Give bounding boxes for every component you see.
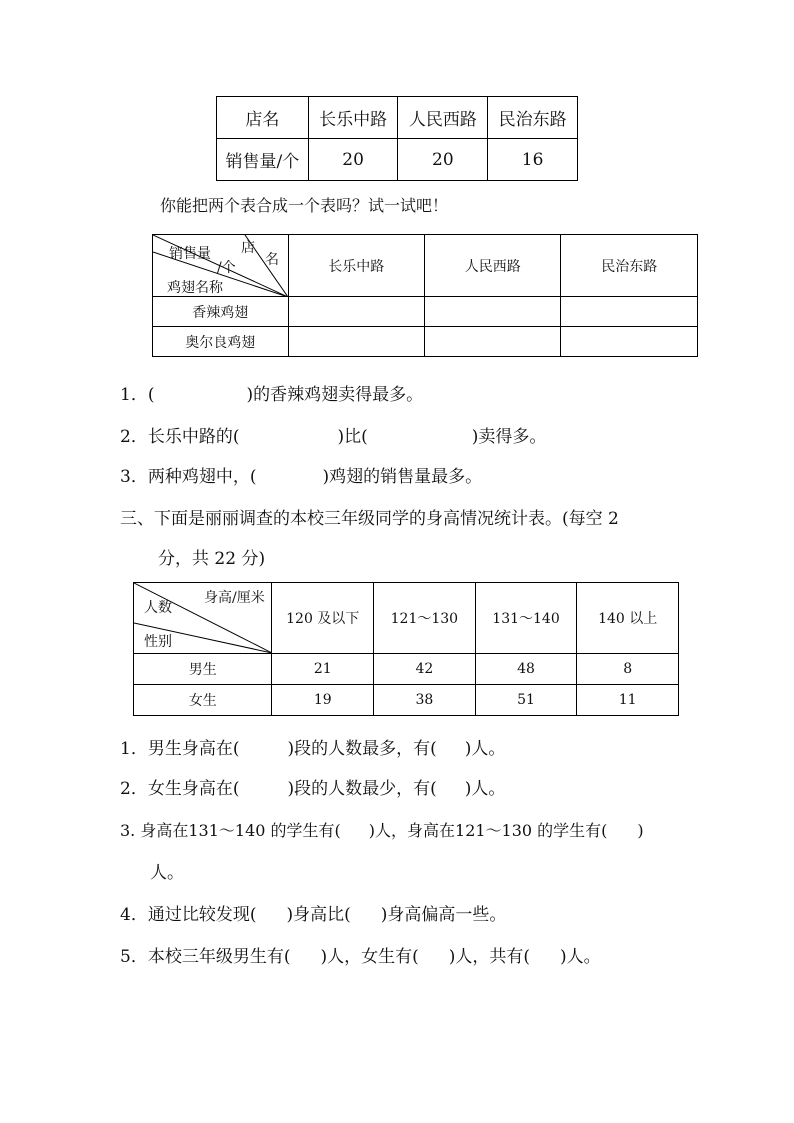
merged-table xyxy=(152,234,698,357)
table-row xyxy=(153,327,698,357)
table-cell-empty[interactable] xyxy=(561,327,698,357)
question-line-cont: 人。 xyxy=(150,863,184,883)
table-cell: 48 xyxy=(475,653,577,684)
diag-label-name: 鸡翅名称 xyxy=(167,280,223,296)
diag-label-count: 人数 xyxy=(144,600,172,616)
table-row xyxy=(217,97,578,139)
table-cell: 8 xyxy=(577,653,679,684)
diag-label-store-2: 名 xyxy=(265,252,279,268)
question-number: 3． xyxy=(120,467,148,487)
diag-label-sales-2: /个 xyxy=(217,260,236,276)
table-row xyxy=(134,684,679,715)
table-header-cell: 长乐中路 xyxy=(308,97,398,139)
question-line xyxy=(120,734,505,759)
question-number: 1． xyxy=(120,385,148,405)
question-text: 长乐中路的( xyxy=(147,427,240,447)
table-row xyxy=(134,583,679,654)
section-title-cont: 分，共 22 分) xyxy=(158,549,266,569)
question-number: 5． xyxy=(120,947,148,967)
table-row-label: 奥尔良鸡翅 xyxy=(153,327,289,357)
question-text: )人，共有( xyxy=(448,947,530,967)
table-cell-empty[interactable] xyxy=(424,297,560,327)
question-line xyxy=(120,818,644,841)
table-header-cell: 120 及以下 xyxy=(272,583,374,654)
table-row-label: 销售量/个 xyxy=(217,139,309,181)
question-text: )鸡翅的销售量最多。 xyxy=(322,467,483,487)
height-stats-table xyxy=(133,582,679,716)
question-text: )人。 xyxy=(464,739,506,759)
table-cell-empty[interactable] xyxy=(424,327,560,357)
table-cell: 38 xyxy=(374,684,476,715)
question-line xyxy=(120,900,506,925)
question-text: 男生身高在( xyxy=(147,739,240,759)
table-cell: 21 xyxy=(272,653,374,684)
diagonal-header-cell xyxy=(153,235,289,297)
question-text: 本校三年级男生有( xyxy=(147,947,291,967)
table-row-label: 男生 xyxy=(134,653,272,684)
question-number: 1． xyxy=(120,739,148,759)
table-cell: 42 xyxy=(374,653,476,684)
diag-label-height: 身高/厘米 xyxy=(204,590,265,606)
question-line xyxy=(120,942,601,967)
table-cell: 51 xyxy=(475,684,577,715)
question-text: )人。 xyxy=(464,779,506,799)
question-text: 通过比较发现( xyxy=(147,905,257,925)
question-text: )人，女生有( xyxy=(320,947,419,967)
table-header-cell: 人民西路 xyxy=(424,235,560,297)
diag-label-store: 店 xyxy=(241,240,255,256)
table-header-cell: 人民西路 xyxy=(398,97,488,139)
question-text: )人，身高在121～130 的学生有( xyxy=(368,821,608,840)
question-text: ) xyxy=(637,821,644,840)
question-number: 2． xyxy=(120,427,148,447)
table-cell: 20 xyxy=(398,139,488,181)
table-header-cell: 131～140 xyxy=(475,583,577,654)
question-text: )卖得多。 xyxy=(471,427,547,447)
table-header-cell: 民治东路 xyxy=(488,97,578,139)
store-sales-table xyxy=(216,96,578,181)
table-cell: 16 xyxy=(488,139,578,181)
table-cell: 20 xyxy=(308,139,398,181)
table-header-cell: 店名 xyxy=(217,97,309,139)
question-number: 4． xyxy=(120,905,148,925)
table-header-cell: 140 以上 xyxy=(577,583,679,654)
question-line xyxy=(120,380,423,405)
question-text: )段的人数最少，有( xyxy=(287,779,437,799)
question-text: )比( xyxy=(337,427,368,447)
table-header-cell: 121～130 xyxy=(374,583,476,654)
table-cell: 19 xyxy=(272,684,374,715)
diag-label-gender: 性别 xyxy=(144,634,172,650)
table-row-label: 女生 xyxy=(134,684,272,715)
question-text: )身高偏高一些。 xyxy=(380,905,507,925)
question-text: )段的人数最多，有( xyxy=(287,739,437,759)
table-row xyxy=(134,653,679,684)
question-text: )身高比( xyxy=(286,905,351,925)
table-row xyxy=(153,297,698,327)
question-line xyxy=(120,462,482,487)
question-text: )人。 xyxy=(560,947,601,967)
question-line xyxy=(120,774,505,799)
diagonal-header-cell xyxy=(134,583,272,654)
question-text: )的香辣鸡翅卖得最多。 xyxy=(246,385,424,405)
table-cell: 11 xyxy=(577,684,679,715)
diag-label-sales: 销售量 xyxy=(169,246,211,262)
question-text: ( xyxy=(147,385,155,405)
question-text: 3. 身高在131～140 的学生有( xyxy=(120,821,341,840)
table-cell-empty[interactable] xyxy=(288,327,424,357)
table-row xyxy=(153,235,698,297)
table-row xyxy=(217,139,578,181)
table-header-cell: 长乐中路 xyxy=(288,235,424,297)
table-row-label: 香辣鸡翅 xyxy=(153,297,289,327)
question-number: 2． xyxy=(120,779,148,799)
table-header-cell: 民治东路 xyxy=(561,235,698,297)
merge-prompt: 你能把两个表合成一个表吗？试一试吧！ xyxy=(160,196,449,215)
table-cell-empty[interactable] xyxy=(288,297,424,327)
question-line xyxy=(120,422,546,447)
question-text: 两种鸡翅中，( xyxy=(147,467,257,487)
question-text: 女生身高在( xyxy=(147,779,240,799)
table-cell-empty[interactable] xyxy=(561,297,698,327)
section-title: 三、下面是丽丽调查的本校三年级同学的身高情况统计表。(每空 2 xyxy=(120,509,619,529)
